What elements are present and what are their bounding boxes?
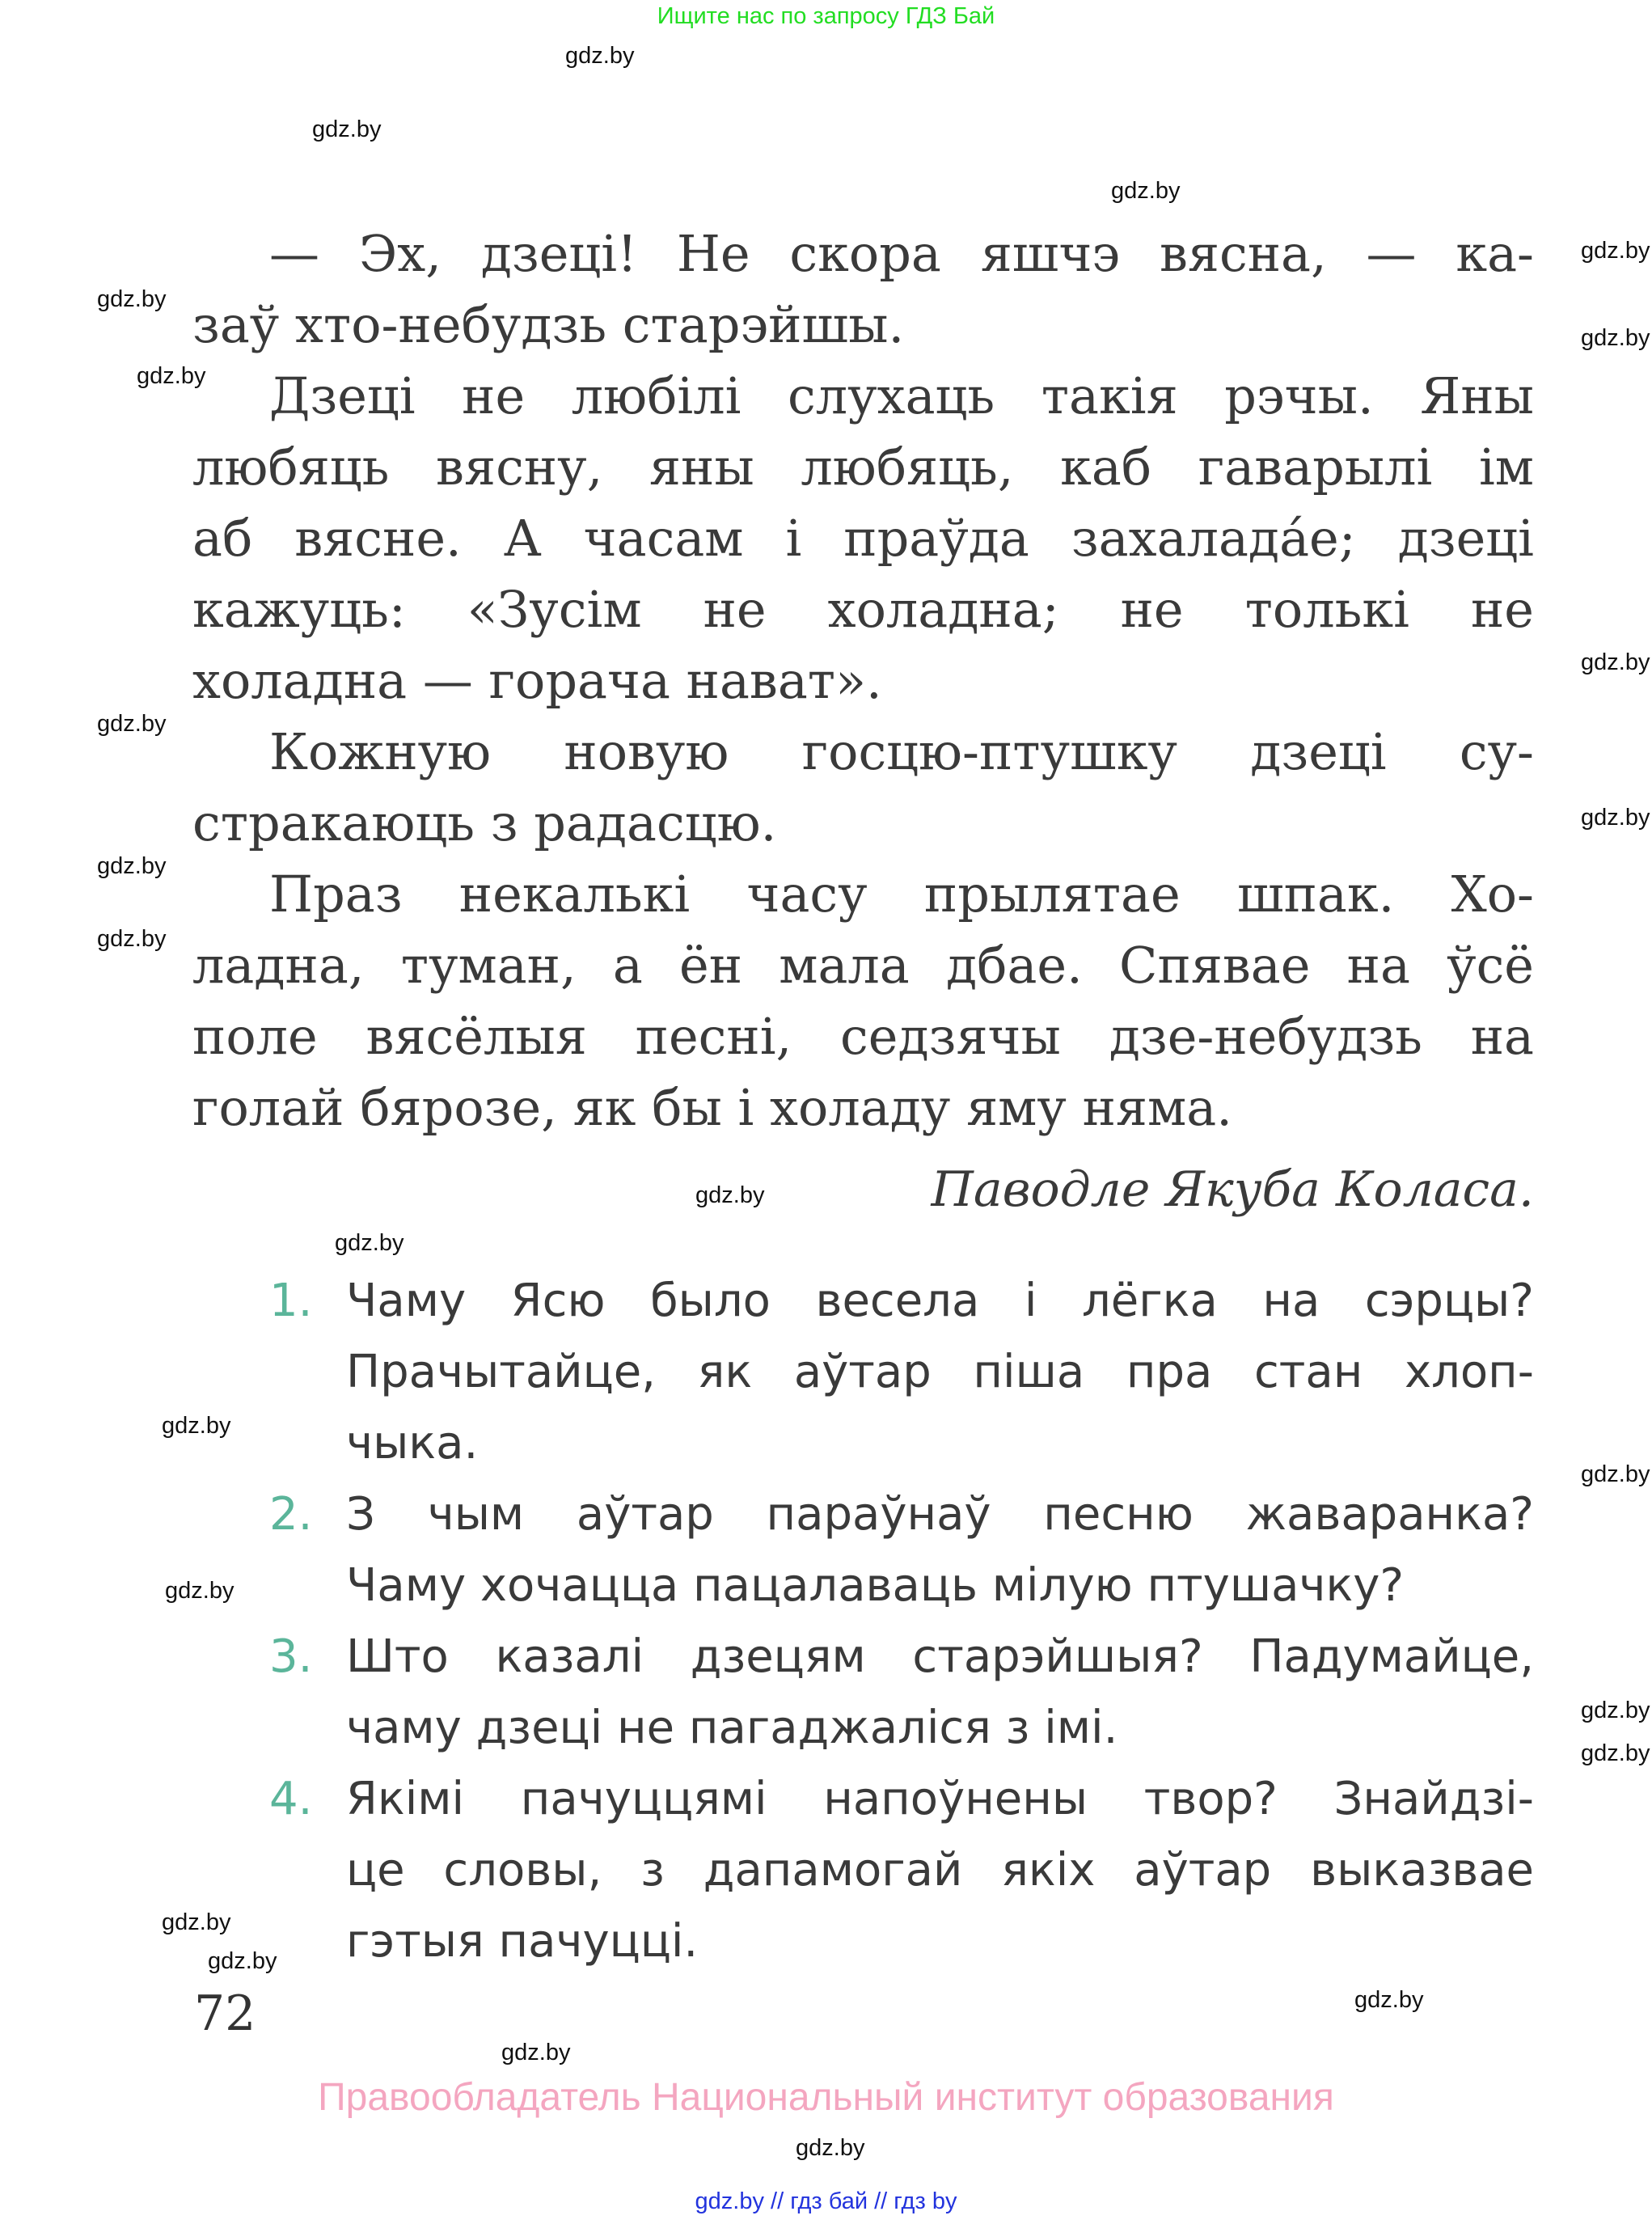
watermark: gdz.by	[796, 2135, 865, 2161]
question-number: 2.	[269, 1488, 313, 1541]
watermark: gdz.by	[335, 1230, 404, 1256]
watermark: gdz.by	[162, 1413, 231, 1439]
watermark: gdz.by	[97, 853, 167, 879]
story-line: Праз некалькі часу прылятае шпак. Хо-	[269, 865, 1534, 924]
story-line: заў хто-небудзь старэйшы.	[192, 295, 905, 354]
watermark: gdz.by	[208, 1948, 277, 1974]
watermark: gdz.by	[1581, 1698, 1650, 1723]
watermark: gdz.by	[312, 116, 382, 142]
page-number: 72	[194, 1985, 256, 2042]
story-line: кажуць: «Зусім не холадна; не толькі не	[192, 580, 1534, 639]
watermark: gdz.by	[165, 1578, 234, 1604]
search-banner: Ищите нас по запросу ГДЗ Бай	[657, 3, 995, 29]
question-number: 3.	[269, 1630, 313, 1683]
copyright-notice: Правообладатель Национальный институт образования	[318, 2076, 1334, 2119]
question-line: З чым аўтар параўнаў песню жаваранка?	[346, 1488, 1534, 1541]
question-line: це словы, з дапамогай якіх аўтар выказвае	[346, 1844, 1534, 1896]
watermark: gdz.by	[1581, 325, 1650, 351]
story-line: холадна — горача нават».	[192, 651, 882, 710]
watermark: gdz.by	[137, 363, 206, 389]
watermark: gdz.by	[97, 711, 167, 737]
watermark: gdz.by	[695, 1182, 765, 1208]
watermark: gdz.by	[1581, 1740, 1650, 1766]
watermark: gdz.by	[162, 1909, 231, 1935]
question-number: 1.	[269, 1275, 313, 1327]
story-line: поле вясёлыя песні, седзячы дзе-небудзь на	[192, 1007, 1534, 1066]
story-line: голай бярозе, як бы і холаду яму няма.	[192, 1078, 1232, 1137]
question-line: Прачытайце, як аўтар піша пра стан хлоп-	[346, 1346, 1534, 1398]
question-line: Што казалі дзецям старэйшыя? Падумайце,	[346, 1630, 1534, 1683]
footer-links[interactable]: gdz.by // гдз бай // гдз by	[695, 2188, 957, 2214]
question-line: Чаму хочацца пацалаваць мілую птушачку?	[346, 1559, 1405, 1612]
story-line: аб вясне. А часам і праўда захалада́е; дзеці	[192, 509, 1534, 568]
story-line: ладна, туман, а ён мала дбае. Спявае на ўсё	[192, 936, 1534, 995]
question-number: 4.	[269, 1773, 313, 1825]
story-line: Дзеці не любілі слухаць такія рэчы. Яны	[269, 366, 1534, 425]
watermark: gdz.by	[97, 926, 167, 952]
watermark: gdz.by	[1581, 805, 1650, 831]
watermark: gdz.by	[1111, 178, 1181, 204]
story-line: Кожную новую госцю-птушку дзеці су-	[269, 722, 1534, 781]
story-line: стракаюць з радасцю.	[192, 793, 777, 852]
author-attribution: Паводле Якуба Коласа.	[931, 1161, 1534, 1218]
watermark: gdz.by	[501, 2040, 571, 2065]
question-line: гэтыя пачуцці.	[346, 1915, 699, 1968]
watermark: gdz.by	[1581, 649, 1650, 675]
question-line: Якімі пачуццямі напоўнены твор? Знайдзі-	[346, 1773, 1534, 1825]
question-line: Чаму Ясю было весела і лёгка на сэрцы?	[346, 1275, 1534, 1327]
question-line: чаму дзеці не пагаджаліся з імі.	[346, 1702, 1118, 1754]
question-line: чыка.	[346, 1417, 479, 1469]
story-line: — Эх, дзеці! Не скора яшчэ вясна, — ка-	[269, 224, 1534, 283]
watermark: gdz.by	[1581, 238, 1650, 264]
watermark: gdz.by	[565, 43, 635, 69]
watermark: gdz.by	[1581, 1461, 1650, 1487]
watermark: gdz.by	[1354, 1987, 1424, 2013]
watermark: gdz.by	[97, 286, 167, 312]
story-line: любяць вясну, яны любяць, каб гаварылі ім	[192, 438, 1534, 497]
